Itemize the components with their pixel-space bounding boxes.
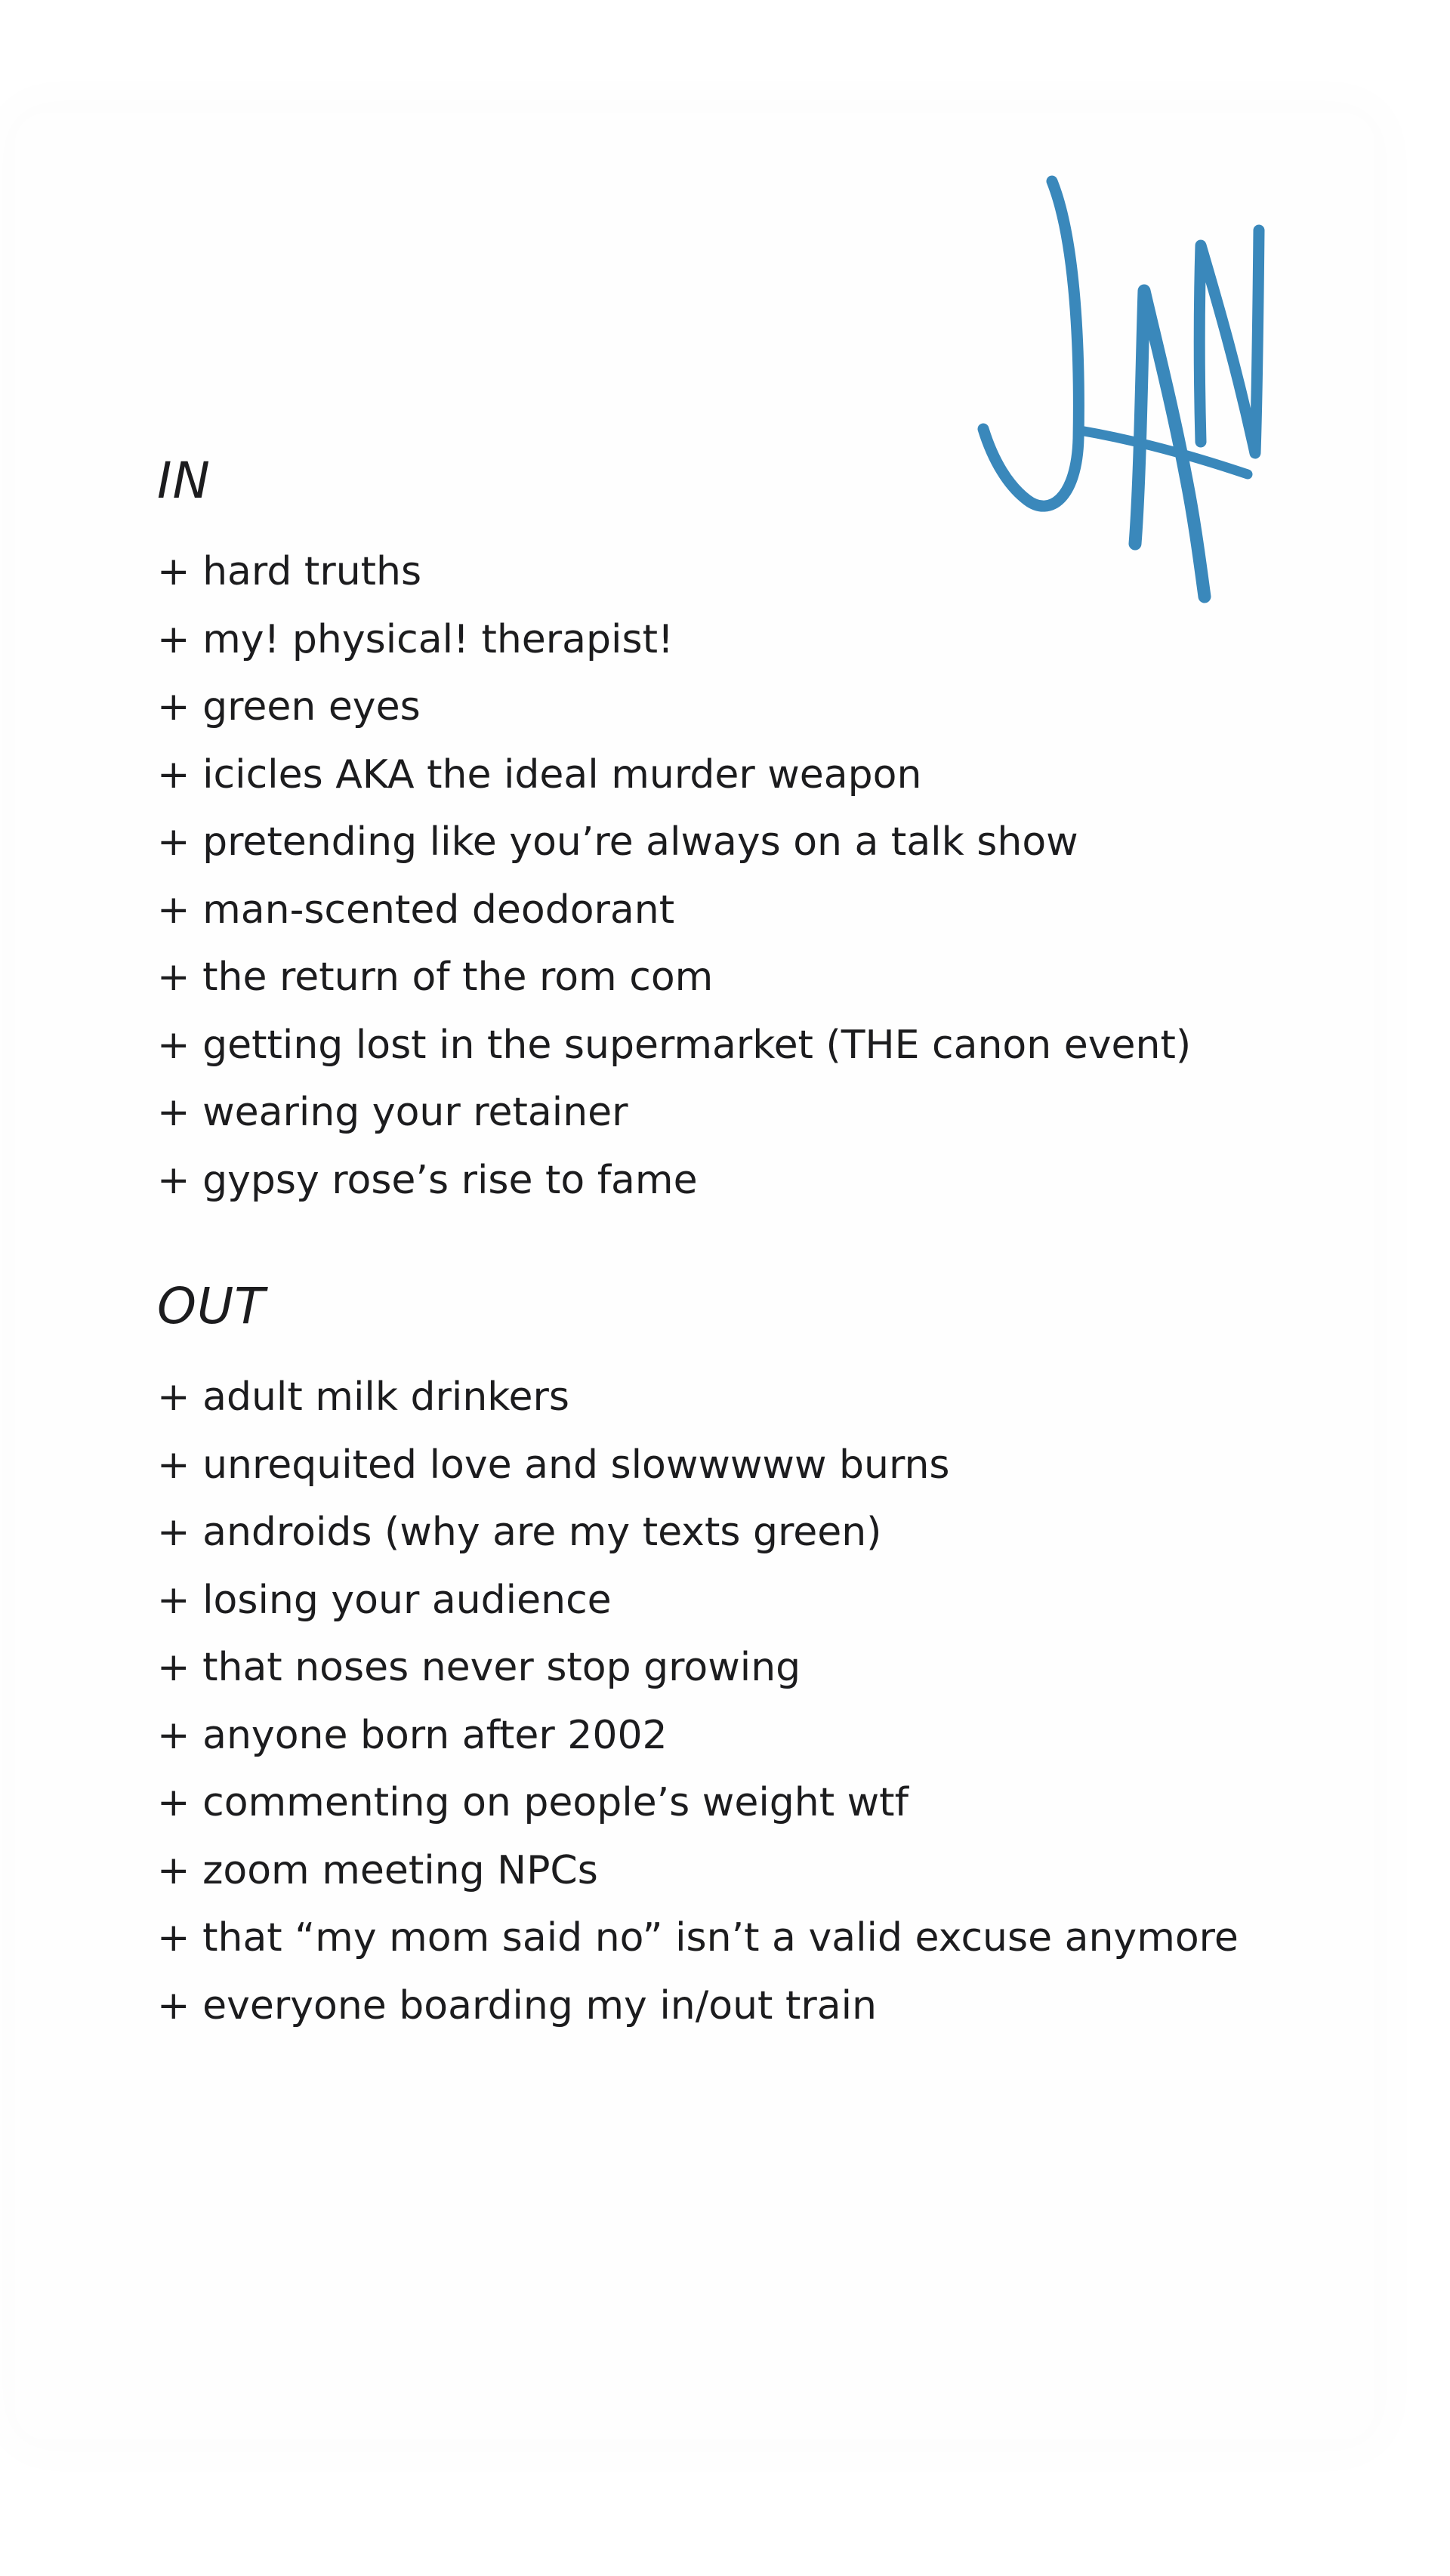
list-item: + hard truths (157, 549, 422, 594)
list-item: + pretending like you’re always on a talk show (157, 819, 1078, 865)
list-item: + unrequited love and slowwwww burns (157, 1442, 950, 1488)
out-heading: OUT (157, 1277, 266, 1335)
list-item: + anyone born after 2002 (157, 1712, 668, 1758)
jan-signature (974, 159, 1307, 612)
list-item: + man-scented deodorant (157, 887, 675, 933)
list-item: + adult milk drinkers (157, 1374, 569, 1420)
in-heading: IN (157, 452, 211, 510)
list-item: + the return of the rom com (157, 955, 714, 1000)
list-item: + wearing your retainer (157, 1090, 628, 1135)
list-item: + icicles AKA the ideal murder weapon (157, 751, 922, 797)
list-item: + zoom meeting NPCs (157, 1847, 598, 1893)
list-item: + that noses never stop growing (157, 1645, 801, 1690)
list-item: + commenting on people’s weight wtf (157, 1780, 909, 1825)
list-item: + green eyes (157, 684, 421, 730)
list-item: + gypsy rose’s rise to fame (157, 1157, 698, 1203)
list-item: + losing your audience (157, 1577, 612, 1623)
list-item: + everyone boarding my in/out train (157, 1982, 878, 2028)
list-item: + that “my mom said no” isn’t a valid excuse anymore (157, 1915, 1239, 1961)
list-item: + my! physical! therapist! (157, 616, 674, 662)
list-item: + getting lost in the supermarket (THE canon event) (157, 1022, 1192, 1068)
out-list (157, 1371, 1239, 2047)
list-item: + androids (why are my texts green) (157, 1510, 882, 1555)
in-list (157, 545, 1191, 1221)
